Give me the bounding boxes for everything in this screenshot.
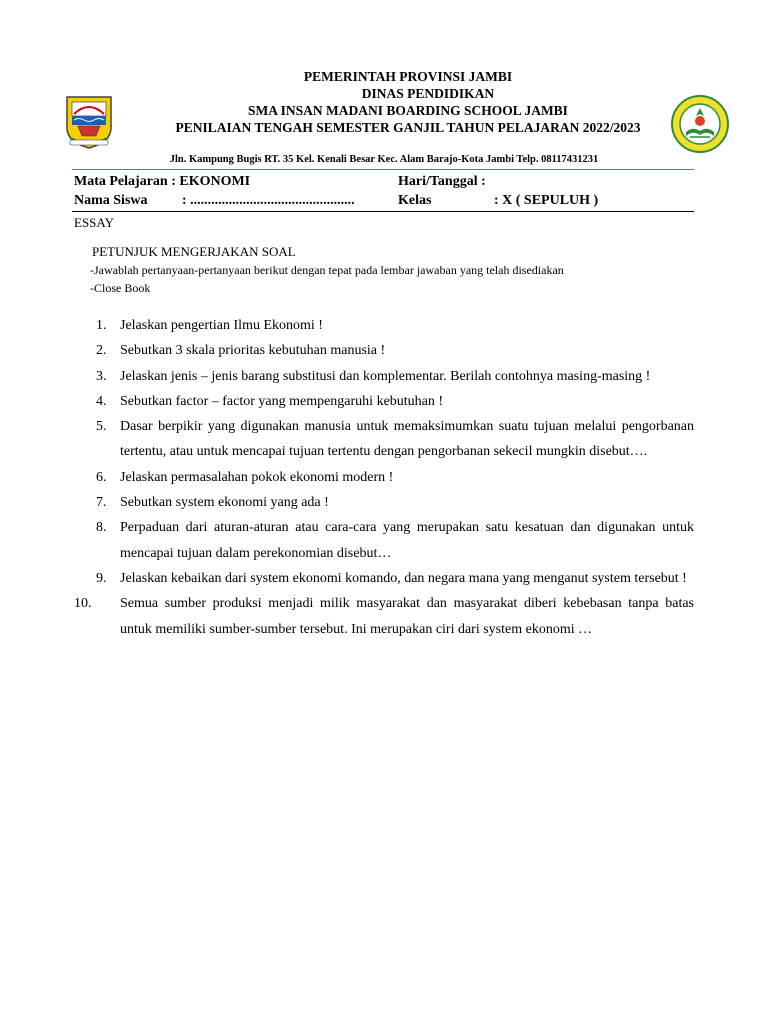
question-text: Sebutkan 3 skala prioritas kebutuhan manusia !	[120, 343, 386, 359]
question-text: Sebutkan system ekonomi yang ada !	[120, 495, 329, 511]
question-number: 5.	[96, 419, 107, 435]
student-name-blank: : ...............................................	[182, 193, 355, 208]
question-number: 3.	[96, 368, 107, 384]
question-item	[74, 414, 694, 465]
question-number: 6.	[96, 469, 107, 485]
question-item	[74, 364, 694, 389]
question-item	[74, 338, 694, 363]
question-text: Sebutkan factor – factor yang mempengaruhi kebutuhan !	[120, 393, 444, 409]
instructions-title: PETUNJUK MENGERJAKAN SOAL	[92, 244, 296, 259]
question-text: Dasar berpikir yang digunakan manusia untuk memaksimumkan suatu tujuan melalui pengorbanan tertentu, atau untuk mencapai tujuan tertentu dengan pengorbanan sekecil mungkin disebut….	[120, 419, 694, 460]
question-text: Jelaskan jenis – jenis barang substitusi dan komplementar. Berilah contohnya masing-masing !	[120, 368, 651, 384]
info-divider	[72, 211, 694, 212]
date-label: Hari/Tanggal :	[398, 174, 486, 189]
header-school-name: SMA INSAN MADANI BOARDING SCHOOL JAMBI	[248, 103, 568, 118]
class-label: Kelas	[398, 193, 432, 208]
question-number: 7.	[96, 495, 107, 511]
header-department: DINAS PENDIDIKAN	[361, 86, 495, 101]
question-text: Perpaduan dari aturan-aturan atau cara-cara yang merupakan satu kesatuan dan digunakan untuk mencapai tujuan dalam perekonomian disebut…	[120, 520, 694, 561]
header-divider	[72, 169, 694, 170]
question-text: Jelaskan kebaikan dari system ekonomi komando, dan negara mana yang menganut system tersebut !	[120, 570, 687, 586]
question-number: 2.	[96, 343, 107, 359]
student-name-label: Nama Siswa	[74, 193, 148, 208]
question-number: 9.	[96, 570, 107, 586]
question-item	[74, 490, 694, 515]
header-exam-title: PENILAIAN TENGAH SEMESTER GANJIL TAHUN PELAJARAN 2022/2023	[175, 120, 641, 135]
question-item	[74, 465, 694, 490]
question-number: 10.	[74, 596, 92, 612]
question-text: Jelaskan permasalahan pokok ekonomi modern !	[120, 469, 394, 485]
question-text: Jelaskan pengertian Ilmu Ekonomi !	[120, 318, 323, 333]
question-number: 1.	[96, 318, 107, 333]
question-item	[74, 591, 694, 642]
instruction-item: -Jawablah pertanyaan-pertanyaan berikut dengan tepat pada lembar jawaban yang telah disediakan	[90, 263, 564, 277]
school-address: Jln. Kampung Bugis RT. 35 Kel. Kenali Besar Kec. Alam Barajo-Kota Jambi Telp. 08117431231	[169, 154, 599, 165]
question-list	[74, 313, 694, 642]
question-number: 8.	[96, 520, 107, 536]
section-title: ESSAY	[74, 215, 114, 230]
instruction-item: -Close Book	[90, 281, 151, 295]
question-item	[74, 566, 694, 591]
header-government: PEMERINTAH PROVINSI JAMBI	[303, 69, 513, 84]
question-item	[74, 313, 694, 338]
question-text: Semua sumber produksi menjadi milik masyarakat dan masyarakat diberi kebebasan tanpa batas untuk memiliki sumber-sumber tersebut. Ini merupakan ciri dari system ekonomi …	[120, 596, 694, 637]
question-item	[74, 515, 694, 566]
question-number: 4.	[96, 393, 107, 409]
class-value: : X ( SEPULUH )	[494, 193, 599, 208]
question-item	[74, 389, 694, 414]
subject-label: Mata Pelajaran : EKONOMI	[74, 174, 251, 189]
